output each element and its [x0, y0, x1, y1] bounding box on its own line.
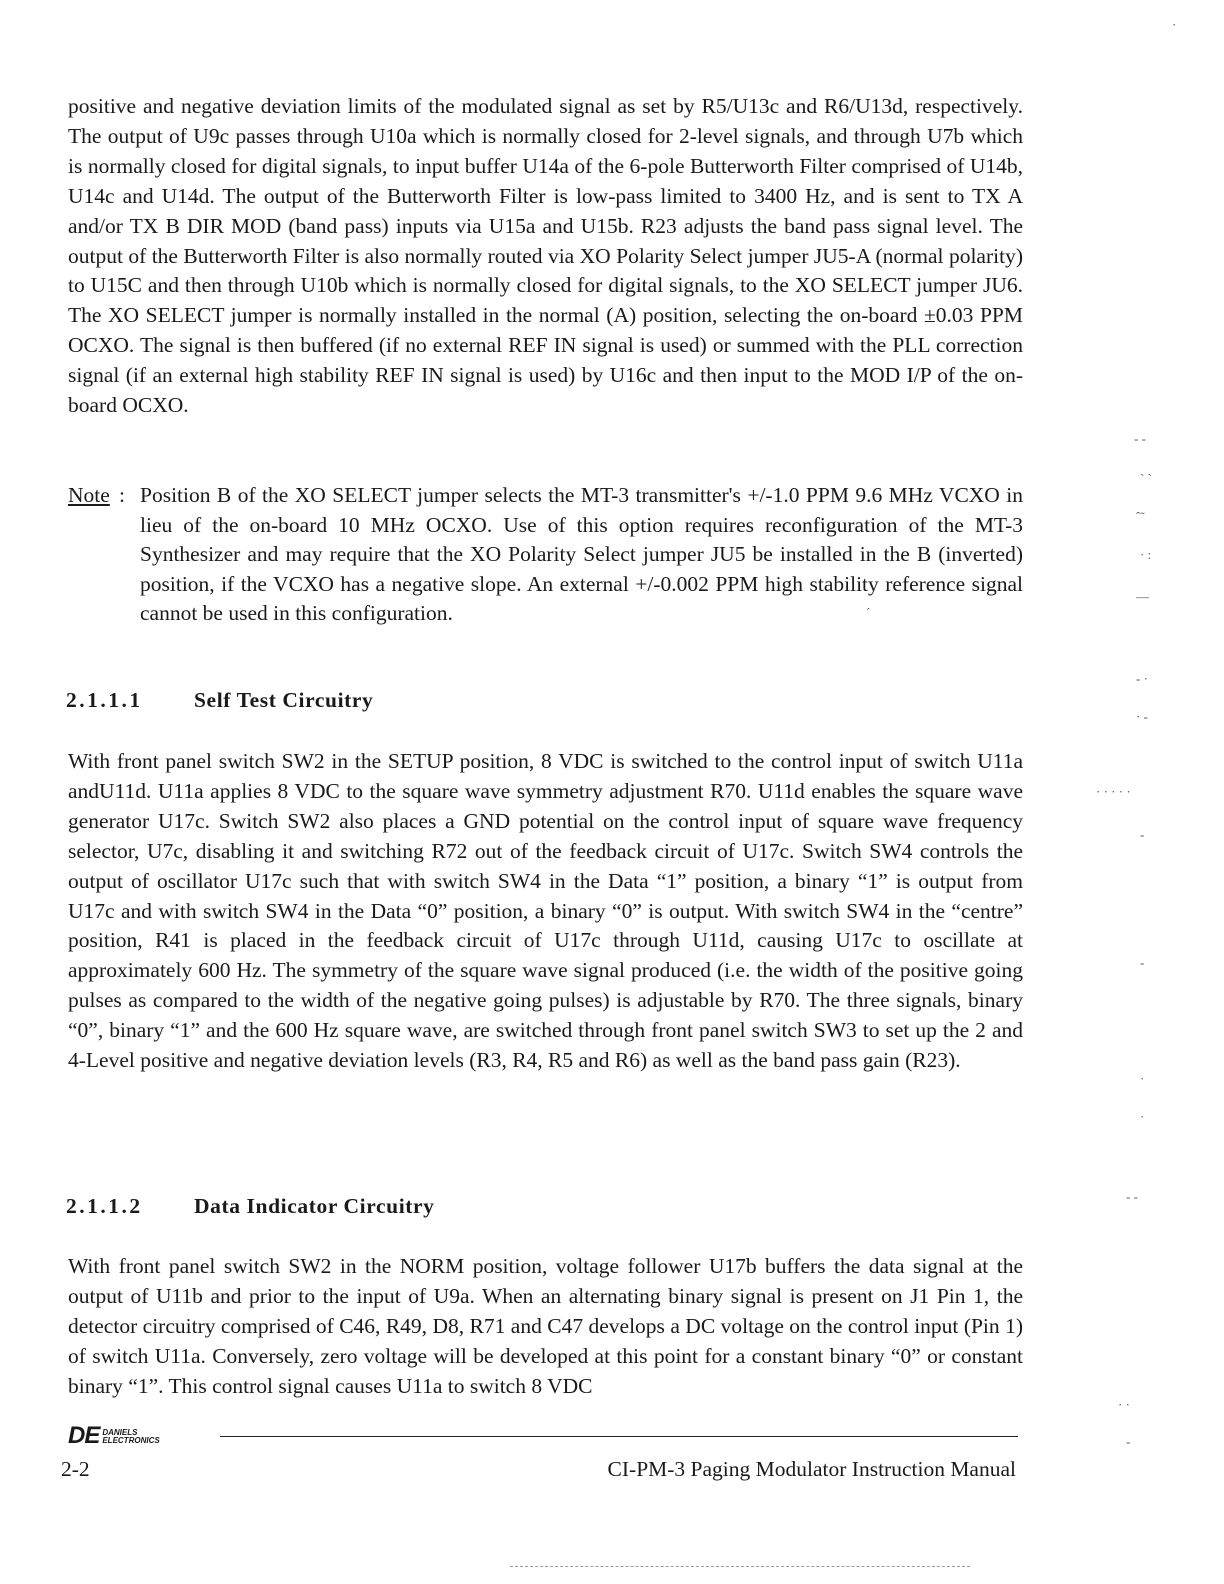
section-title: Self Test Circuitry: [194, 688, 374, 712]
section-number: 2.1.1.2: [66, 1194, 143, 1218]
section-title: Data Indicator Circuitry: [194, 1194, 435, 1218]
body-paragraph-1: positive and negative deviation limits of the modulated signal as set by R5/U13c and R6/U13d, respectively. The output of U9c passes through U10a which is normally closed for 2-level signals, and through U7b which is normally closed for digital signals, to input buffer U14a of the 6-pole Butterworth Filter comprised of U14b, U14c and U14d. The output of the Butterworth Filter is low-pass limited to 3400 Hz, and is sent to TX A and/or TX B DIR MOD (band pass) inputs via U15a and U15b. R23 adjusts the band pass signal level. The output of the Butterworth Filter is also normally routed via XO Polarity Select jumper JU5-A (normal polarity) to U15C and then through U10b which is normally closed for digital signals, to the XO SELECT jumper JU6. The XO SELECT jumper is normally installed in the normal (A) position, selecting the on-board ±0.03 PPM OCXO. The signal is then buffered (if no external REF IN signal is used) or summed with the PLL correction signal (if an external high stability REF IN signal is used) by U16c and then input to the MOD I/P of the on-board OCXO.: [68, 94, 1023, 418]
document-page: positive and negative deviation limits of the modulated signal as set by R5/U13c and R6/U13d, respectively. The output of U9c passes through U10a which is normally closed for 2-level signals, and through U7b which is normally closed for digital signals, to input buffer U14a of the 6-pole Butterworth Filter comprised of U14b, U14c and U14d. The output of the Butterworth Filter is low-pass limited to 3400 Hz, and is sent to TX A and/or TX B DIR MOD (band pass) inputs via U15a and U15b. R23 adjusts the band pass signal level. The output of the Butterworth Filter is also normally routed via XO Polarity Select jumper JU5-A (normal polarity) to U15C and then through U10b which is normally closed for digital signals, to the XO SELECT jumper JU6. The XO SELECT jumper is normally installed in the normal (A) position, selecting the on-board ±0.03 PPM OCXO. The signal is then buffered (if no external REF IN signal is used) or summed with the PLL correction signal (if an external high stability REF IN signal is used) by U16c and then input to the MOD I/P of the on-board OCXO. Note : Position B of the XO SELECT jumper selects the MT-3 transmitter's +/-1.0 PPM 9.6 MHz VCXO in lieu of the on-board 10 MHz OCXO. Use of this option requires reconfiguration of the MT-3 Synthesizer and may require that the XO Polarity Select jumper JU5 be installed in the B (inverted) position, if the VCXO has a negative slope. An external +/-0.002 PPM high stability reference signal cannot be used in this configuration. 2.1.1.1 Self Test Circuitry With front panel switch SW2 in the SETUP position, 8 VDC is switched to the control input of switch U11a andU11d. U11a applies 8 VDC to the square wave symmetry adjustment R70. U11d enables the square wave generator U17c. Switch SW2 also places a GND potential on the control input of square wave frequency selector, U7c, disabling it and switching R72 out of the feedback circuit of U17c. Switch SW4 controls the output of oscillator U17c such that with switch SW4 in the Data “1” position, a binary “1” is output from U17c and with switch SW4 in the Data “0” position, a binary “0” is output. With switch SW4 in the “centre” position, R41 is placed in the feedback circuit of U17c through U11d, causing U17c to oscillate at approximately 600 Hz. The symmetry of the square wave signal produced (i.e. the width of the positive going pulses as compared to the width of the negative going pulses) is adjustable by R70. The three signals, binary “0”, binary “1” and the 600 Hz square wave, are switched through front panel switch SW3 to set up the 2 and 4-Level positive and negative deviation levels (R3, R4, R5 and R6) as well as the band pass gain (R23). 2.1.1.2 Data Indicator Circuitry With front panel switch SW2 in the NORM position, voltage follower U17b buffers the data signal at the output of U11b and prior to the input of U9a. When an alternating binary signal is present on J1 Pin 1, the detector circuitry comprised of C46, R49, D8, R71 and C47 develops a DC voltage on the control input (Pin 1) of switch U11a. Conversely, zero voltage will be developed at this point for a constant binary “0” or constant binary “1”. This control signal causes U11a to switch 8 VDC DE DANIELS ELECTRONICS 2-2 CI-PM-3 Paging Modulator Instruction Manual · - - ` ` ˆ˜ · : — ´ - · · - · · · · · - - · · - - · · -: [0, 0, 1224, 1584]
note-label: Note: [68, 483, 110, 507]
page-number: 2-2: [61, 1457, 90, 1481]
footer-divider: [220, 1436, 1018, 1437]
body-paragraph-2: With front panel switch SW2 in the SETUP position, 8 VDC is switched to the control input of switch U11a andU11d. U11a applies 8 VDC to the square wave symmetry adjustment R70. U11d enables the square wave generator U17c. Switch SW2 also places a GND potential on the control input of square wave frequency selector, U7c, disabling it and switching R72 out of the feedback circuit of U17c. Switch SW4 controls the output of oscillator U17c such that with switch SW4 in the Data “1” position, a binary “1” is output from U17c and with switch SW4 in the Data “0” position, a binary “0” is output. With switch SW4 in the “centre” position, R41 is placed in the feedback circuit of U17c through U11d, causing U17c to oscillate at approximately 600 Hz. The symmetry of the square wave signal produced (i.e. the width of the positive going pulses as compared to the width of the negative going pulses) is adjustable by R70. The three signals, binary “0”, binary “1” and the 600 Hz square wave, are switched through front panel switch SW3 to set up the 2 and 4-Level positive and negative deviation levels (R3, R4, R5 and R6) as well as the band pass gain (R23).: [68, 749, 1023, 1073]
body-paragraph-3: With front panel switch SW2 in the NORM position, voltage follower U17b buffers the data signal at the output of U11b and prior to the input of U9a. When an alternating binary signal is present on J1 Pin 1, the detector circuitry comprised of C46, R49, D8, R71 and C47 develops a DC voltage on the control input (Pin 1) of switch U11a. Conversely, zero voltage will be developed at this point for a constant binary “0” or constant binary “1”. This control signal causes U11a to switch 8 VDC: [68, 1254, 1023, 1398]
note-text: Position B of the XO SELECT jumper selects the MT-3 transmitter's +/-1.0 PPM 9.6 MHz VCXO in lieu of the on-board 10 MHz OCXO. Use of this option requires reconfiguration of the MT-3 Synthesizer and may require that the XO Polarity Select jumper JU5 be installed in the B (inverted) position, if the VCXO has a negative slope. An external +/-0.002 PPM high stability reference signal cannot be used in this configuration.: [140, 483, 1023, 626]
logo-line-1: DANIELS: [102, 1428, 138, 1437]
logo-wordmark: [102, 1429, 159, 1445]
manual-title: CI-PM-3 Paging Modulator Instruction Manual: [607, 1457, 1016, 1481]
logo-line-2: ELECTRONICS: [102, 1436, 160, 1445]
logo-mark: DE: [68, 1422, 100, 1449]
section-number: 2.1.1.1: [66, 688, 143, 712]
scan-bottom-edge: [510, 1566, 970, 1567]
note-colon: :: [119, 483, 125, 507]
company-logo: [68, 1422, 160, 1448]
